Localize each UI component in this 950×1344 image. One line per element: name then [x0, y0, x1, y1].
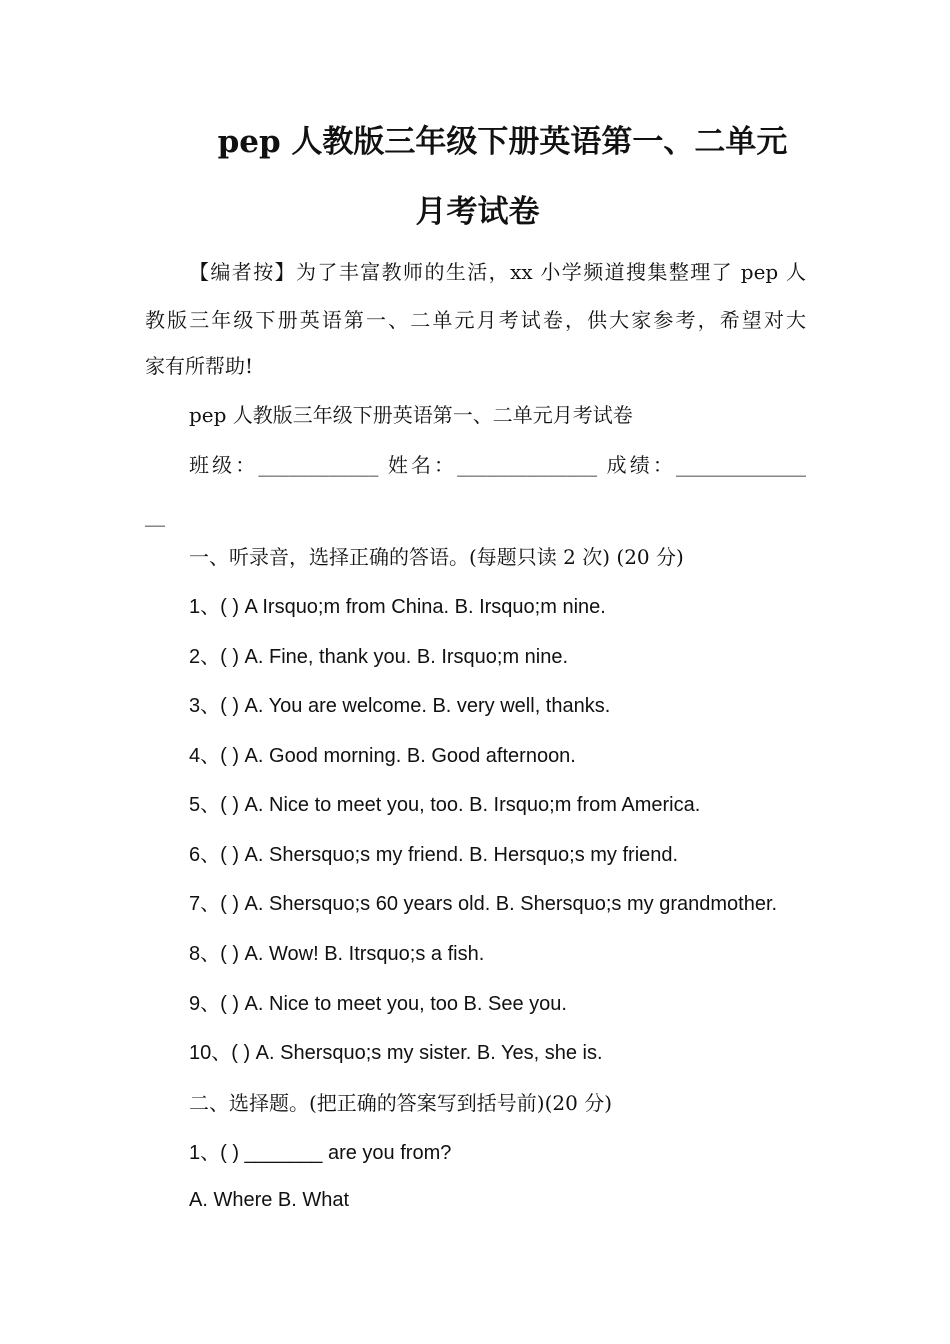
page-title-line-1: pep 人教版三年级下册英语第一、二单元 — [217, 124, 788, 160]
editor-note-line-2: 教版三年级下册英语第一、二单元月考试卷，供大家参考，希望对大 — [145, 308, 806, 332]
student-info-line-continued: __ — [145, 503, 165, 527]
listening-question-2: 2、( ) A. Fine, thank you. B. Irsquo;m nine. — [189, 646, 569, 668]
section-2-heading: 二、选择题。(把正确的答案写到括号前)(20 分) — [189, 1091, 613, 1115]
choice-question-1: 1、( ) _______ are you from? — [189, 1142, 452, 1164]
editor-note-line-1: 【编者按】为了丰富教师的生活，xx 小学频道搜集整理了 pep 人 — [189, 260, 806, 284]
listening-question-7: 7、( ) A. Shersquo;s 60 years old. B. Shersquo;s my grandmother. — [189, 893, 778, 915]
exam-subtitle: pep 人教版三年级下册英语第一、二单元月考试卷 — [189, 403, 633, 427]
listening-question-3: 3、( ) A. You are welcome. B. very well, thanks. — [189, 695, 611, 717]
listening-question-9: 9、( ) A. Nice to meet you, too B. See you. — [189, 993, 567, 1015]
listening-question-8: 8、( ) A. Wow! B. Itrsquo;s a fish. — [189, 943, 485, 965]
student-info-line: 班级：____________ 姓名：______________ 成绩：_____________ — [189, 453, 806, 477]
listening-question-4: 4、( ) A. Good morning. B. Good afternoon. — [189, 745, 576, 767]
listening-question-6: 6、( ) A. Shersquo;s my friend. B. Hersquo;s my friend. — [189, 844, 679, 866]
editor-note-line-3: 家有所帮助! — [145, 354, 254, 378]
listening-question-10: 10、( ) A. Shersquo;s my sister. B. Yes, she is. — [189, 1042, 603, 1064]
choice-question-1-options: A. Where B. What — [189, 1189, 350, 1211]
listening-question-1: 1、( ) A Irsquo;m from China. B. Irsquo;m nine. — [189, 596, 606, 618]
listening-question-5: 5、( ) A. Nice to meet you, too. B. Irsquo;m from America. — [189, 794, 701, 816]
section-1-heading: 一、听录音，选择正确的答语。(每题只读 2 次) (20 分) — [189, 545, 684, 569]
page-title-line-2: 月考试卷 — [415, 194, 540, 230]
